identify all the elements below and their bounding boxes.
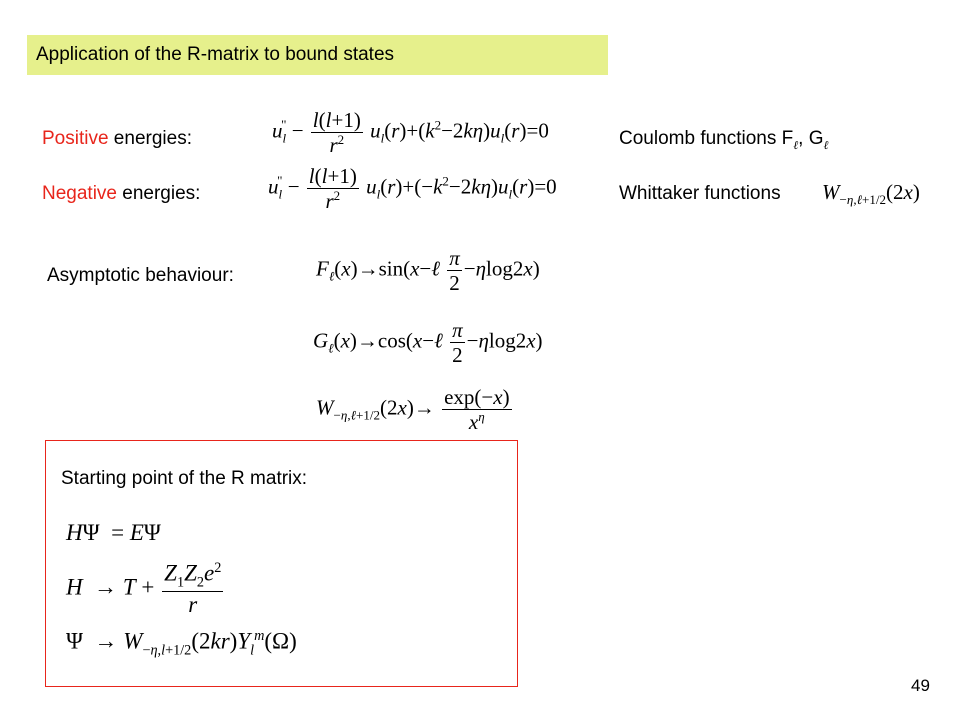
whittaker-functions-label: Whittaker functions: [619, 183, 781, 204]
asymptotic-g-equation: $G_\ell(x)\to\cos(x-\ell$ $\frac{\pi}{2}$ −ηlog2x): [313, 318, 543, 368]
slide-title: Application of the R-matrix to bound states: [36, 44, 395, 65]
hamiltonian-equation: H → T + $\frac{Z_1Z_2e^2}{r}$: [66, 560, 222, 617]
starting-point-label: Starting point of the R matrix:: [61, 468, 308, 489]
positive-word: Positive: [42, 128, 109, 149]
energies-word: energies:: [108, 128, 192, 149]
positive-energies-label: [42, 128, 192, 150]
page-number: 49: [911, 676, 930, 695]
energies-word-2: energies:: [117, 183, 201, 204]
wavefunction-asymptotic-equation: $\Psi \to W_{-\eta,l+1/2}(2kr)Y_l^m(\Omega)$: [66, 628, 297, 659]
positive-equation: $u_l^"$ − $\frac{l(l+1)}{r^2}$ $u_l(r)+(k^2-2k\eta)u_l(r)=0$: [272, 108, 549, 158]
asymptotic-label: Asymptotic behaviour:: [47, 265, 234, 286]
coulomb-functions-label: Coulomb functions $F_\ell$, $G_\ell$: [619, 128, 829, 152]
negative-energies-label: [42, 183, 200, 205]
asymptotic-f-equation: $F_\ell(x)\to\sin(x-\ell$ $\frac{\pi}{2}$ −ηlog2x): [316, 246, 540, 296]
asymptotic-w-equation: $W_{-\eta,\ell+1/2}(2x)\to$ $\frac{\exp(-x)}{x^\eta}$: [316, 385, 510, 435]
schrodinger-equation: HΨ = EΨ: [66, 520, 161, 545]
whittaker-symbol: $W_{-\eta,\ell+1/2}(2x)$: [822, 180, 920, 208]
negative-word: Negative: [42, 183, 117, 204]
negative-equation: $u_l^"$ − $\frac{l(l+1)}{r^2}$ $u_l(r)+(-k^2-2k\eta)u_l(r)=0$: [268, 164, 557, 214]
